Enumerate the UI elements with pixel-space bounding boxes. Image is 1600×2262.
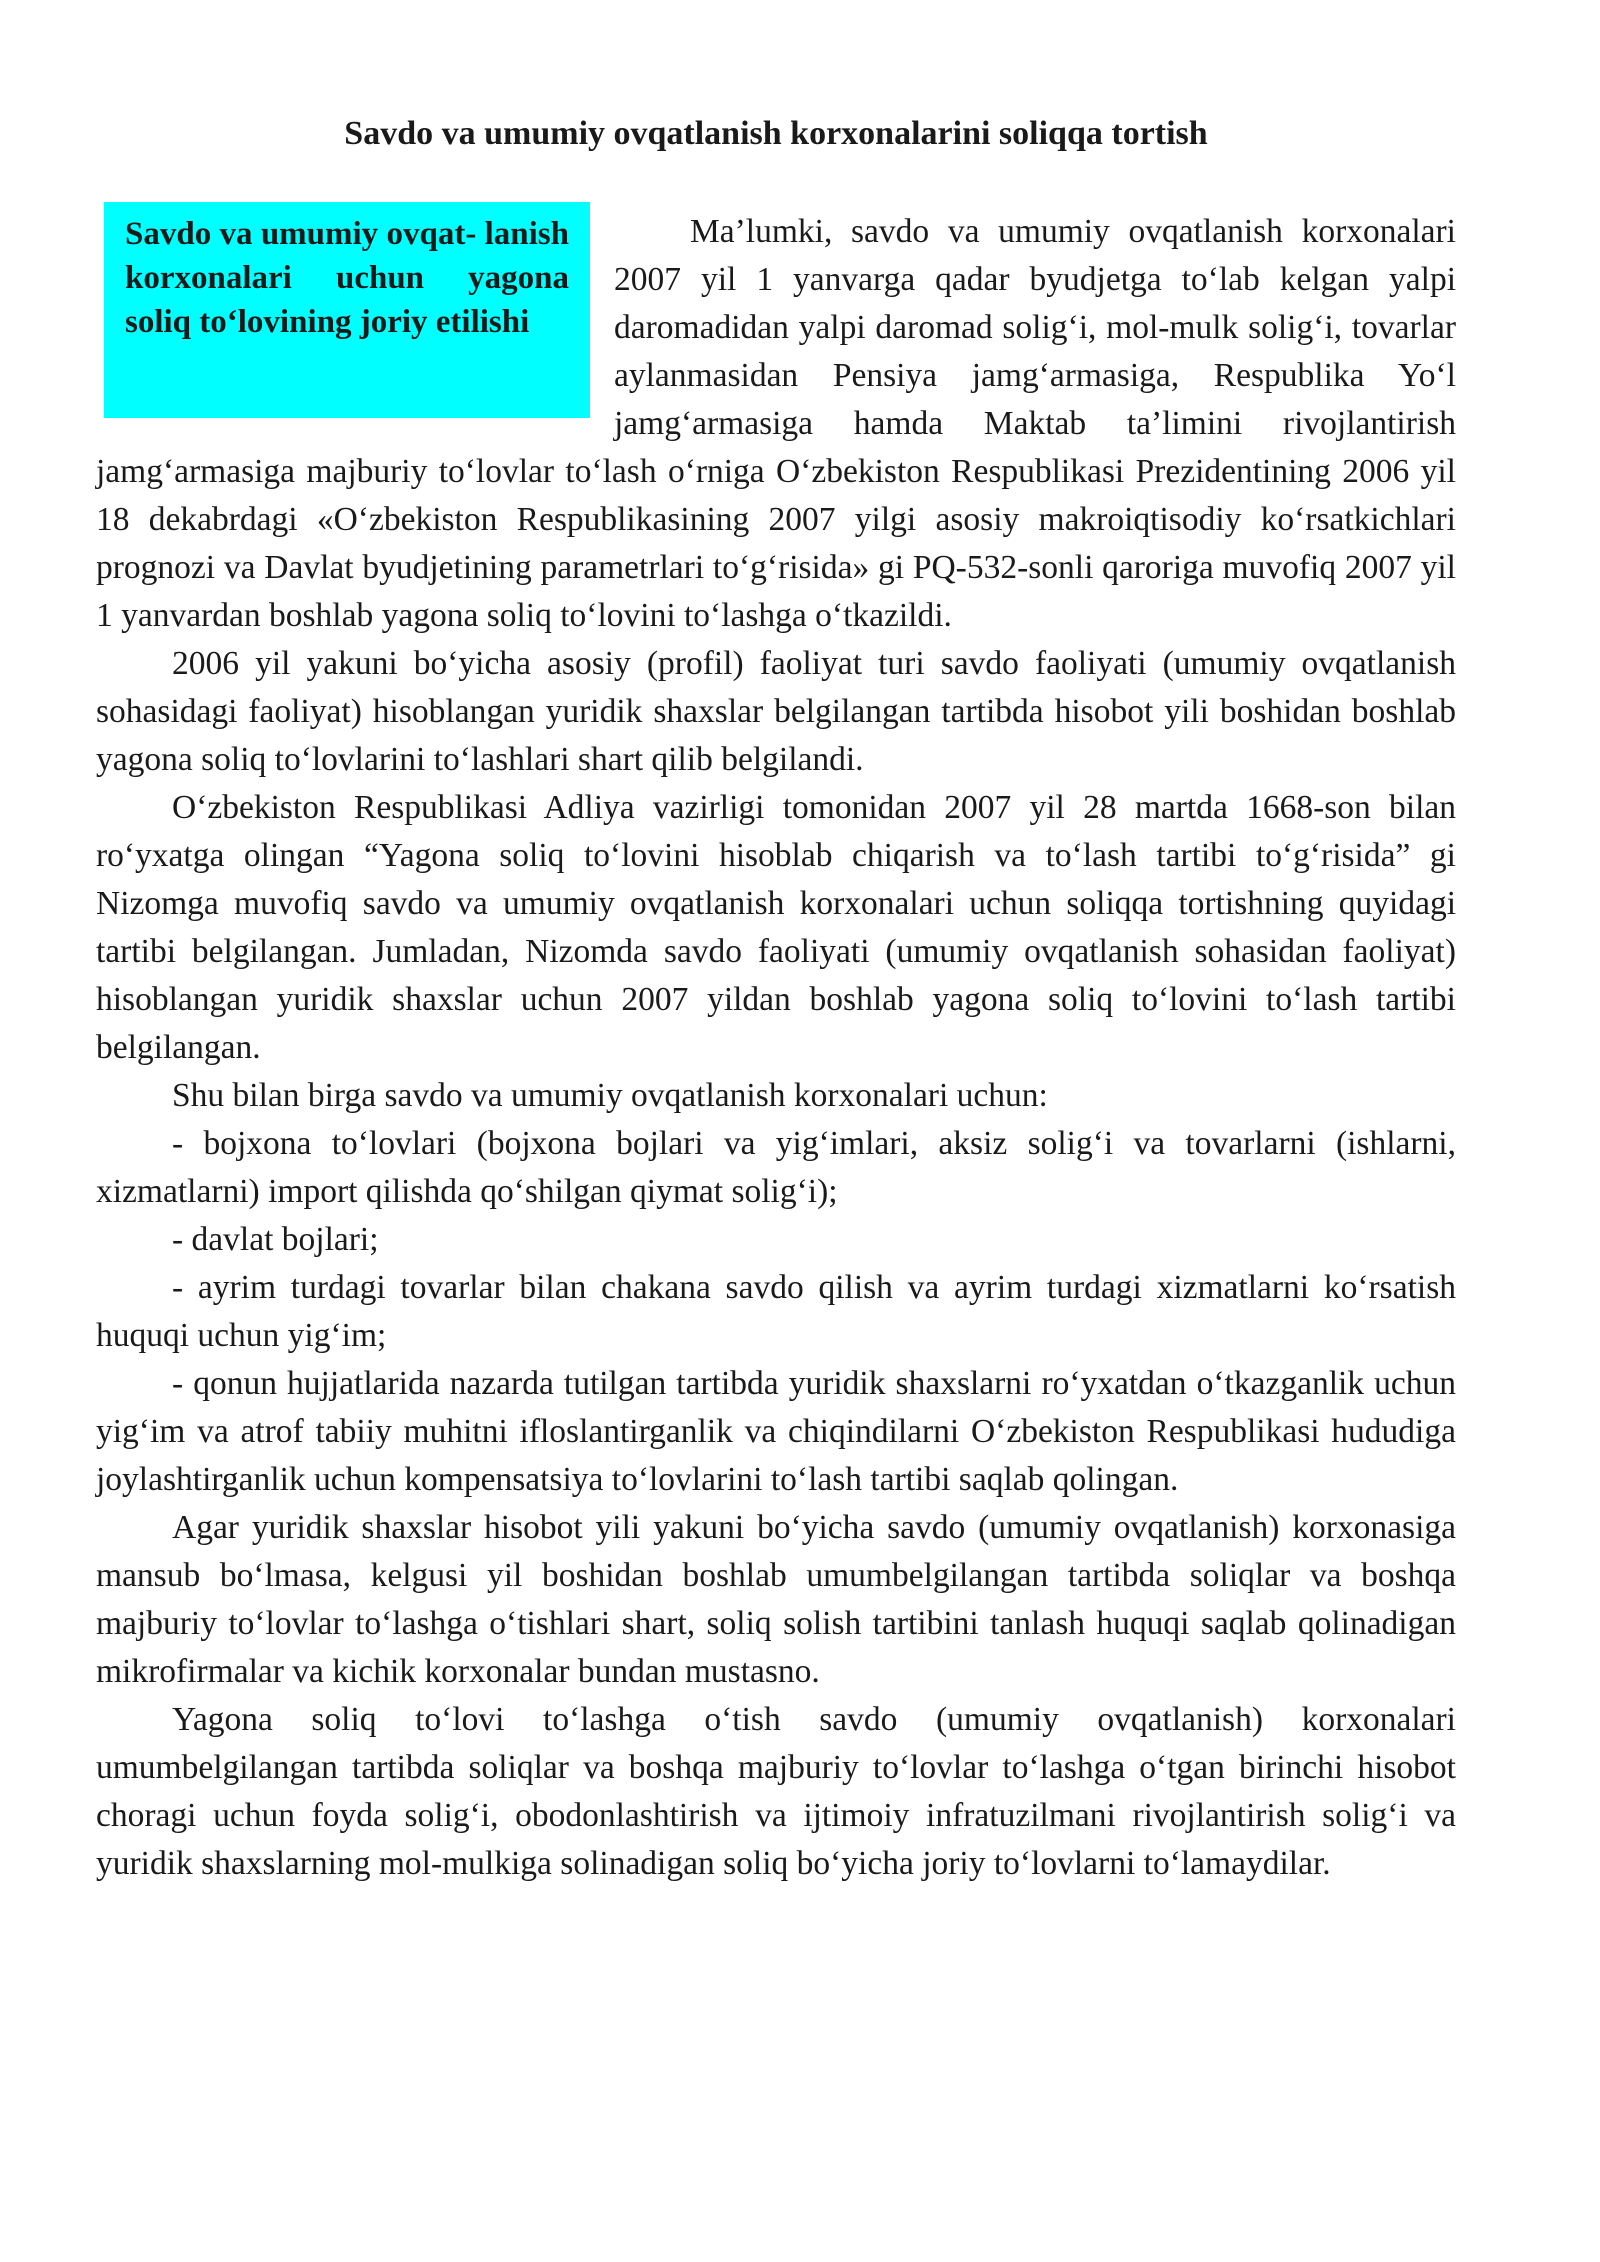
sidebar-highlight-box: Savdo va umumiy ovqat- lanish korxonalari uchun yagona soliq to‘lovining joriy etilishi	[104, 202, 590, 418]
paragraph-final: Yagona soliq to‘lovi to‘lashga o‘tish savdo (umumiy ovqatlanish) korxonalari umumbelgilangan tartibda soliqlar va boshqa majburiy to‘lovlar to‘lashga o‘tgan birinchi hisobot choragi uchun foyda solig‘i, obodonlashtirish va ijtimoiy infratuzilmani rivojlantirish solig‘i va yuridik shaxslarning mol-mulkiga solinadigan soliq bo‘yicha joriy to‘lovlarni to‘lamaydilar.	[96, 1701, 1456, 1882]
list-item-retail-fee: - ayrim turdagi tovarlar bilan chakana savdo qilish va ayrim turdagi xizmatlarni ko‘rsatish huquqi uchun yig‘im;	[96, 1269, 1456, 1354]
document-page	[96, 110, 1456, 1888]
document-body	[96, 202, 1456, 1888]
paragraph-intro: Ma’lumki, savdo va umumiy ovqatlanish korxonalari 2007 yil 1 yanvarga qadar byudjetga to‘lab kelgan yalpi daromadidan yalpi daromad solig‘i, mol-mulk solig‘i, tovarlar aylanmasidan Pensiya jamg‘armasiga, Respublika Yo‘l jamg‘armasiga hamda Maktab ta’limini rivojlantirish jamg‘armasiga majburiy to‘lovlar to‘lash o‘rniga O‘zbekiston Respublikasi Prezidentining 2006 yil 18 dekabrdagi «O‘zbekiston Respublikasining 2007 yilgi asosiy makroiqtisodiy ko‘rsatkichlari prognozi va Davlat byudjetining parametrlari to‘g‘risida» gi PQ-532-sonli qaroriga muvofiq 2007 yil 1 yanvardan boshlab yagona soliq to‘lovini to‘lashga o‘tkazildi.	[96, 213, 1456, 634]
paragraph-exception: Agar yuridik shaxslar hisobot yili yakuni bo‘yicha savdo (umumiy ovqatlanish) korxonasiga mansub bo‘lmasa, kelgusi yil boshidan boshlab umumbelgilangan tartibda soliqlar va boshqa majburiy to‘lovlar to‘lashga o‘tishlari shart, soliq solish tartibini tanlash huquqi saqlab qolinadigan mikrofirmalar va kichik korxonalar bundan mustasno.	[96, 1509, 1456, 1690]
paragraph-list-intro: Shu bilan birga savdo va umumiy ovqatlanish korxonalari uchun:	[172, 1077, 1048, 1114]
paragraph-2006-results: 2006 yil yakuni bo‘yicha asosiy (profil) faoliyat turi savdo faoliyati (umumiy ovqatlanish sohasidagi faoliyat) hisoblangan yuridik shaxslar belgilangan tartibda hisobot yili boshidan boshlab yagona soliq to‘lovlarini to‘lashlari shart qilib belgilandi.	[96, 645, 1456, 778]
list-item-customs: - bojxona to‘lovlari (bojxona bojlari va yig‘imlari, aksiz solig‘i va tovarlarni (ishlarni, xizmatlarni) import qilishda qo‘shilgan qiymat solig‘i);	[96, 1125, 1456, 1210]
list-item-registration-fee: - qonun hujjatlarida nazarda tutilgan tartibda yuridik shaxslarni ro‘yxatdan o‘tkazganlik uchun yig‘im va atrof tabiiy muhitni ifloslantirganlik va chiqindilarni O‘zbekiston Respublikasi hududiga joylashtirganlik uchun kompensatsiya to‘lovlarini to‘lash tartibi saqlab qolingan.	[96, 1365, 1456, 1498]
list-item-state-duties: - davlat bojlari;	[172, 1221, 379, 1258]
paragraph-nizom: O‘zbekiston Respublikasi Adliya vazirligi tomonidan 2007 yil 28 martda 1668-son bilan ro‘yxatga olingan “Yagona soliq to‘lovini hisoblab chiqarish va to‘lash tartibi to‘g‘risida” gi Nizomga muvofiq savdo va umumiy ovqatlanish korxonalari uchun soliqqa tortishning quyidagi tartibi belgilangan. Jumladan, Nizomda savdo faoliyati (umumiy ovqatlanish sohasidan faoliyat) hisoblangan yuridik shaxslar uchun 2007 yildan boshlab yagona soliq to‘lovini to‘lash tartibi belgilangan.	[96, 789, 1456, 1066]
document-title: Savdo va umumiy ovqatlanish korxonalarini soliqqa tortish	[344, 115, 1208, 152]
